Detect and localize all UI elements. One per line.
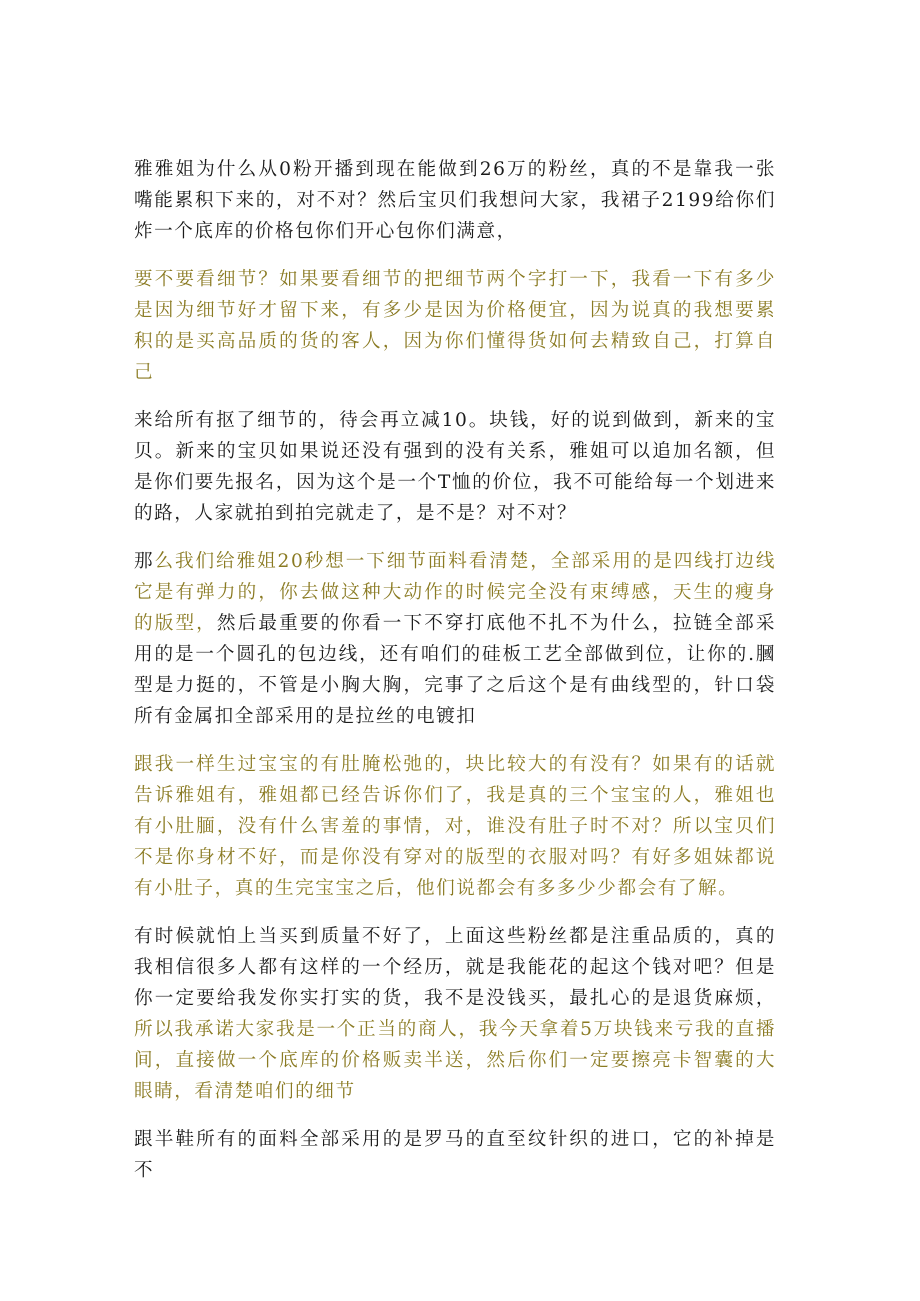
paragraph-6 (134, 921, 776, 1107)
paragraph-6-highlight: 所以我承诺大家我是一个正当的商人，我今天拿着5万块钱来亏我的直播间，直接做一个底库的价格贩卖半送，然后你们一定要擦亮卡智囊的大眼睛，看清楚咱们的细节 (134, 1019, 776, 1102)
document-body (134, 154, 776, 1203)
paragraph-4-tail: 然后最重要的你看一下不穿打底他不扎不为什么，拉链全部采用的是一个圆孔的包边线，还有咱们的硅板工艺全部做到位，让你的.膕型是力挺的，不管是小胸大胸，完事了之后这个是有曲线型的，针口袋所有金属扣全部采用的是拉丝的电镀扣 (134, 613, 776, 727)
paragraph-4 (134, 546, 776, 732)
paragraph-7: 跟半鞋所有的面料全部采用的是罗马的直至纹针织的进口，它的补掉是不 (134, 1129, 776, 1181)
paragraph-3: 来给所有抠了细节的，待会再立减10。块钱，好的说到做到，新来的宝贝。新来的宝贝如果说还没有强到的没有关系，雅姐可以追加名额，但是你们要先报名，因为这个是一个T恤的价位，我不可能给每一个划进来的路，人家就拍到拍完就走了，是不是？对不对？ (134, 410, 776, 524)
paragraph-2: 要不要看细节？如果要看细节的把细节两个字打一下，我看一下有多少是因为细节好才留下来，有多少是因为价格便宜，因为说真的我想要累积的是买高品质的货的客人，因为你们懂得货如何去精致自己，打算自己 (134, 269, 776, 383)
paragraph-4-lead: 那 (134, 551, 155, 572)
paragraph-4-highlight: 么我们给雅姐20秒想一下细节面料看清楚，全部采用的是四线打边线它是有弹力的，你去做这种大动作的时候完全没有束缚感，天生的瘦身的版型， (134, 551, 776, 634)
paragraph-1: 雅雅姐为什么从0粉开播到现在能做到26万的粉丝，真的不是靠我一张嘴能累积下来的，对不对？然后宝贝们我想问大家，我裙子2199给你们炸一个底库的价格包你们开心包你们满意， (134, 159, 776, 242)
paragraph-5: 跟我一样生过宝宝的有肚腌松弛的，块比较大的有没有？如果有的话就告诉雅姐有，雅姐都已经告诉你们了，我是真的三个宝宝的人，雅姐也有小肚腼，没有什么害羞的事情，对，谁没有肚子时不对？所以宝贝们不是你身材不好，而是你没有穿对的版型的衣服对吗？有好多姐妹都说有小肚子，真的生完宝宝之后，他们说都会有多多少少都会有了解。 (134, 754, 776, 899)
paragraph-6-lead: 有时候就怕上当买到质量不好了，上面这些粉丝都是注重品质的，真的我相信很多人都有这样的一个经历，就是我能花的起这个钱对吧？但是你一定要给我发你实打实的货，我不是没钱买，最扎心的是退货麻烦， (134, 926, 776, 1009)
